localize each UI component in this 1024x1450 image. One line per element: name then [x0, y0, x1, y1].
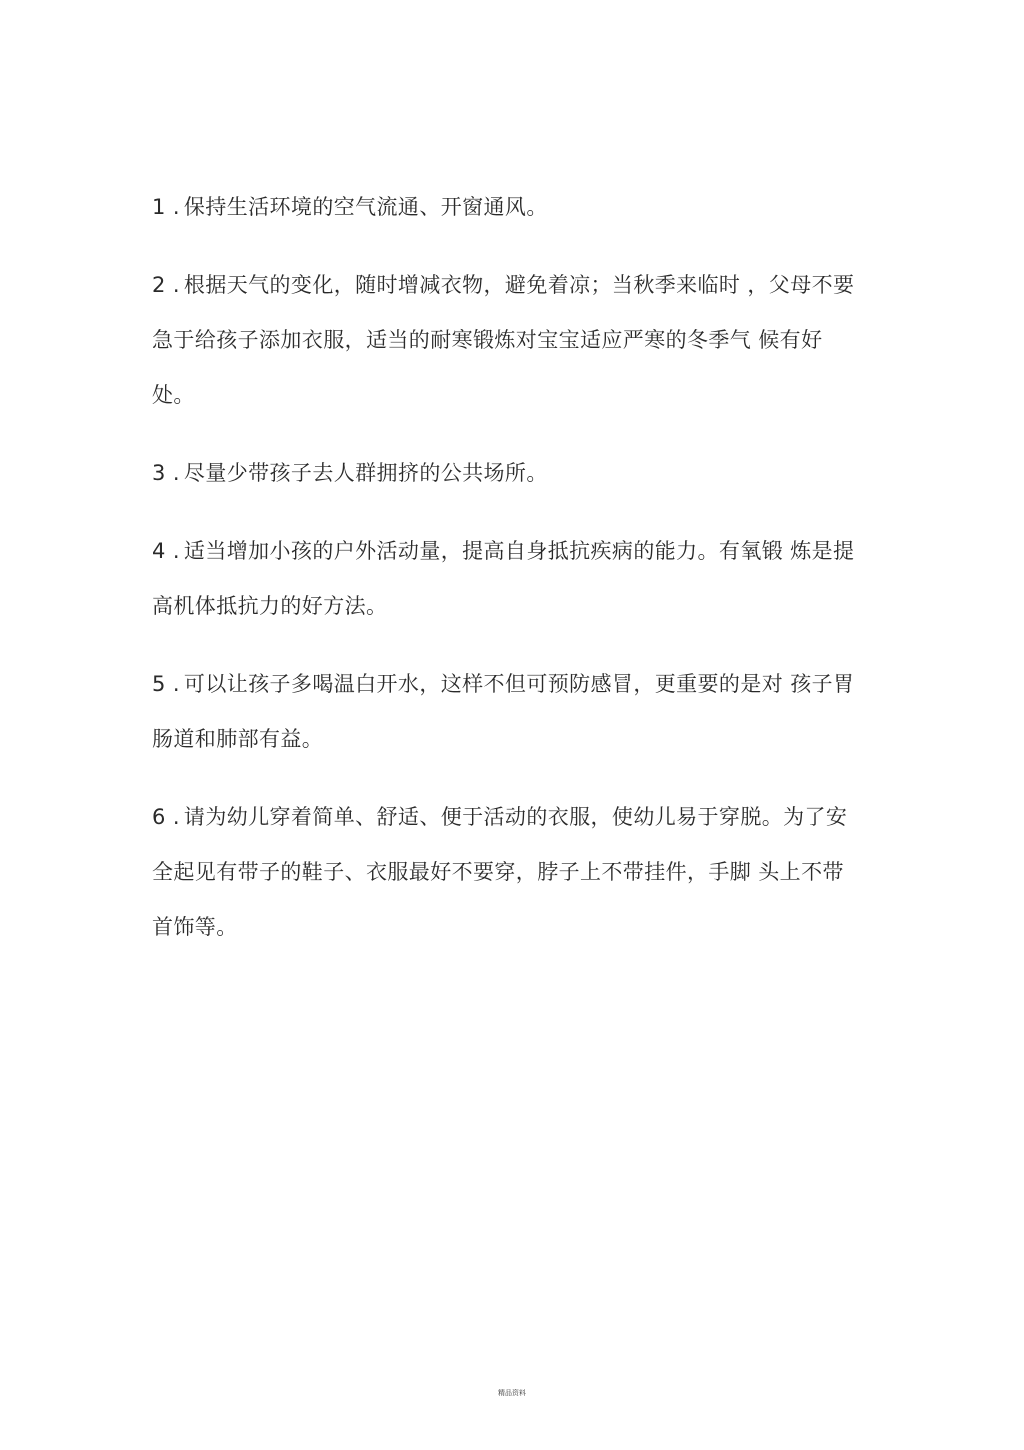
tip-item-5: [152, 657, 862, 767]
tip-item-6: [152, 790, 862, 955]
tip-number: 6 .: [152, 805, 180, 829]
tip-item-1: [152, 180, 862, 235]
tip-item-4: [152, 524, 862, 634]
tip-number: 5 .: [152, 672, 180, 696]
tip-text: 请为幼儿穿着简单、舒适、便于活动的衣服，使幼儿易于穿脱。为了安全起见有带子的鞋子、衣服最好不要穿，脖子上不带挂件，手脚 头上不带首饰等。: [152, 805, 848, 939]
tip-text: 可以让孩子多喝温白开水，这样不但可预防感冒，更重要的是对 孩子胃肠道和肺部有益。: [152, 672, 855, 751]
tips-list: [152, 180, 862, 978]
tip-item-3: [152, 446, 862, 501]
tip-number: 2 .: [152, 273, 180, 297]
tip-item-2: [152, 258, 862, 423]
tip-number: 4 .: [152, 539, 180, 563]
tip-text: 适当增加小孩的户外活动量，提高自身抵抗疾病的能力。有氧锻 炼是提高机体抵抗力的好方法。: [152, 539, 855, 618]
tip-number: 3 .: [152, 461, 180, 485]
tip-text: 尽量少带孩子去人群拥挤的公共场所。: [183, 461, 548, 485]
tip-text: 根据天气的变化，随时增减衣物，避免着凉；当秋季来临时 ，父母不要急于给孩子添加衣服，适当的耐寒锻炼对宝宝适应严寒的冬季气 候有好处。: [152, 273, 855, 407]
tip-number: 1 .: [152, 195, 180, 219]
page-footer: 精品资料: [498, 1389, 526, 1397]
tip-text: 保持生活环境的空气流通、开窗通风。: [183, 195, 548, 219]
